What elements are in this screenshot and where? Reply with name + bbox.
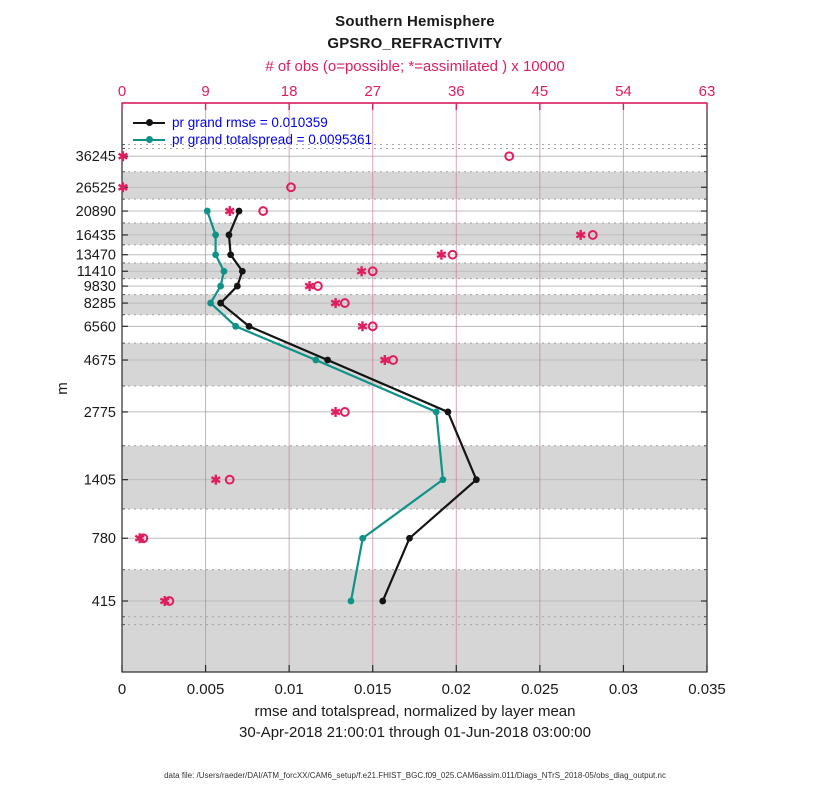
- y-tick-label: 415: [91, 594, 116, 611]
- x-axis-label: rmse and totalspread, normalized by layer mean: [254, 703, 576, 720]
- y-tick-label: 11410: [76, 264, 116, 281]
- totalspread-point: [440, 476, 447, 483]
- top-axis-tick-label: 63: [698, 83, 716, 100]
- legend-item-rmse: [133, 114, 372, 131]
- rmse-point: [234, 283, 241, 290]
- bottom-axis-tick-label: 0.01: [274, 681, 304, 698]
- rmse-point: [217, 300, 224, 307]
- y-tick-label: 20890: [75, 204, 116, 221]
- top-axis-tick-label: 9: [201, 83, 210, 100]
- y-tick-label: 16435: [75, 227, 116, 244]
- y-axis-label: m: [53, 382, 71, 395]
- y-tick-label: 36245: [75, 149, 116, 166]
- totalspread-point: [221, 268, 228, 275]
- totalspread-point: [232, 323, 239, 330]
- footer-data-file-note: data file: /Users/raeder/DAI/ATM_forcXX/CAM6_setup/f.e21.FHIST_BGC.f09_025.CAM6assim.011/Diags_NTrS_2018-05/obs_diag_output.nc: [164, 771, 666, 780]
- bottom-axis-tick-label: 0.025: [521, 681, 559, 698]
- top-axis-tick-label: 27: [364, 83, 382, 100]
- y-tick-label: 4675: [83, 353, 116, 370]
- y-tick-label: 1405: [83, 472, 116, 489]
- totalspread-point: [433, 409, 440, 416]
- rmse-point: [227, 251, 234, 258]
- legend: [133, 114, 372, 148]
- top-axis-label: # of obs (o=possible; *=assimilated ) x 10000: [265, 58, 565, 75]
- bottom-axis-tick-label: 0.03: [608, 681, 639, 698]
- bottom-axis-tick-label: 0.005: [186, 681, 225, 698]
- bottom-axis-tick-label: 0.015: [353, 681, 392, 698]
- bottom-axis-tick-label: 0.035: [688, 681, 726, 698]
- totalspread-point: [212, 251, 219, 258]
- rmse-point: [226, 232, 233, 239]
- bottom-axis-tick-label: 0: [117, 681, 127, 698]
- rmse-point: [246, 323, 253, 330]
- rmse-point: [379, 598, 386, 605]
- totalspread-point: [207, 300, 214, 307]
- top-axis-tick-label: 36: [447, 83, 465, 100]
- totalspread-point: [348, 598, 355, 605]
- x-axis-date-range: 30-Apr-2018 21:00:01 through 01-Jun-2018 03:00:00: [239, 724, 591, 741]
- top-axis-tick-label: 0: [117, 83, 127, 100]
- rmse-point: [445, 409, 452, 416]
- legend-item-label: pr grand rmse = 0.010359: [172, 115, 328, 130]
- legend-swatch-rmse: [133, 114, 165, 131]
- page-title-line1: Southern Hemisphere: [335, 13, 495, 30]
- totalspread-point: [217, 283, 224, 290]
- rmse-point: [324, 357, 331, 364]
- rmse-point: [239, 268, 246, 275]
- totalspread-point: [212, 232, 219, 239]
- plot-band: [122, 223, 707, 245]
- y-tick-label: 780: [91, 531, 116, 548]
- y-tick-label: 13470: [75, 247, 116, 264]
- totalspread-point: [359, 535, 366, 542]
- y-tick-label: 6560: [83, 319, 116, 336]
- legend-swatch-totalspread: [133, 131, 165, 148]
- rmse-point: [406, 535, 413, 542]
- totalspread-point: [204, 208, 211, 215]
- legend-item-label: pr grand totalspread = 0.0095361: [172, 132, 373, 147]
- top-axis-tick-label: 45: [531, 83, 549, 100]
- top-axis-tick-label: 18: [280, 83, 298, 100]
- plot-band: [122, 570, 707, 672]
- plot-band: [122, 343, 707, 386]
- totalspread-point: [312, 357, 319, 364]
- y-tick-label: 2775: [83, 404, 116, 421]
- bottom-axis-tick-label: 0.02: [441, 681, 471, 698]
- y-tick-label: 9830: [83, 279, 116, 296]
- page-title-line2: GPSRO_REFRACTIVITY: [327, 35, 503, 52]
- y-tick-label: 26525: [75, 180, 116, 197]
- y-tick-label: 8285: [83, 296, 116, 313]
- legend-item-totalspread: [133, 131, 372, 148]
- plot-band: [122, 172, 707, 199]
- rmse-point: [236, 208, 243, 215]
- rmse-point: [473, 476, 480, 483]
- top-axis-tick-label: 54: [615, 83, 632, 100]
